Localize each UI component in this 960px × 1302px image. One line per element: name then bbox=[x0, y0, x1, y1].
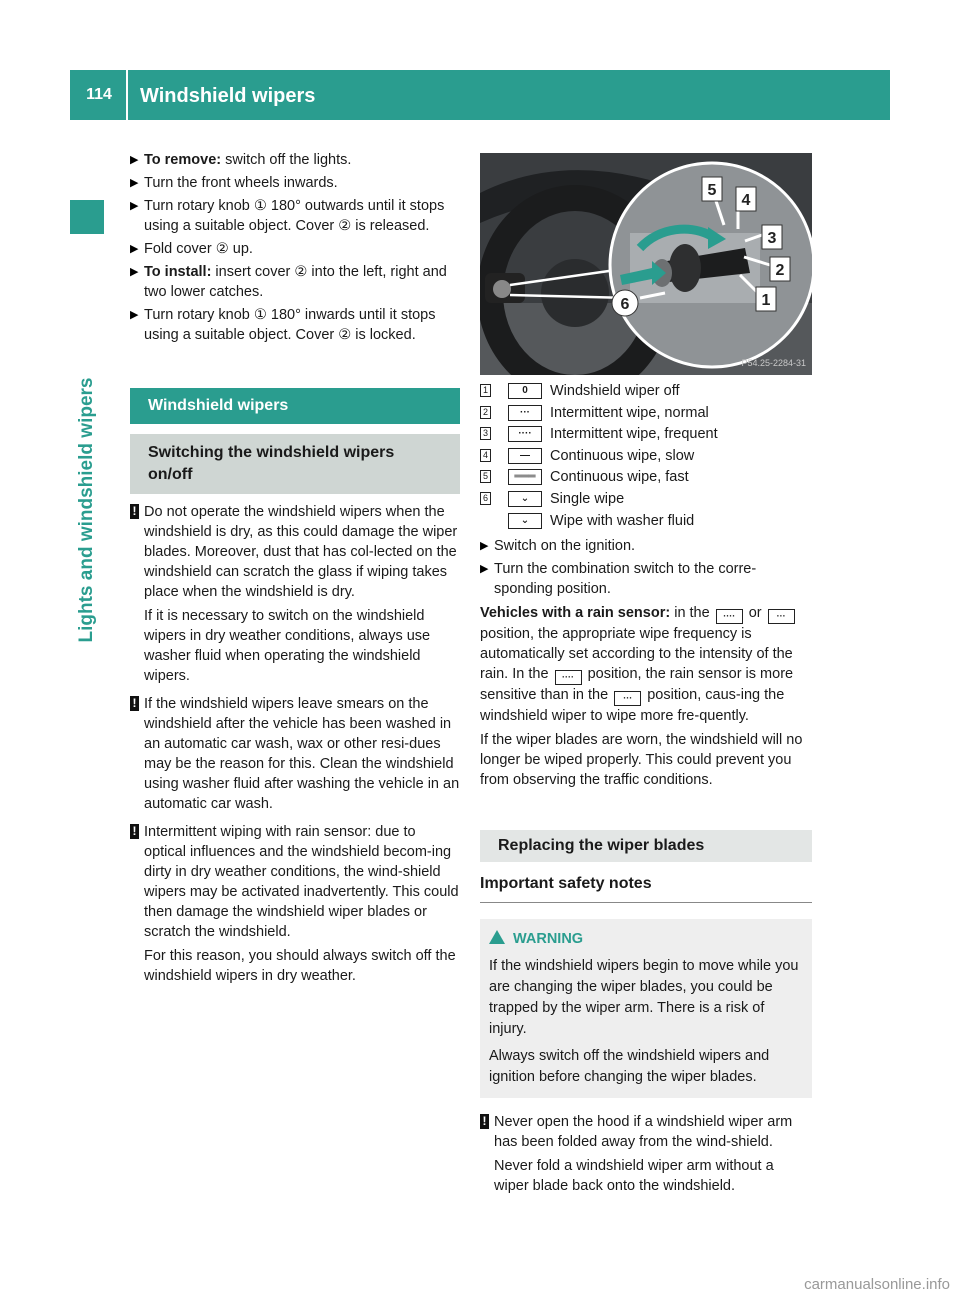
continuous-fast-icon: ═══ bbox=[508, 469, 542, 485]
legend-row bbox=[480, 467, 812, 489]
step-arrow-icon: ▶ bbox=[130, 200, 139, 212]
step-arrow-icon: ▶ bbox=[130, 154, 139, 166]
step-text: Turn rotary knob ① 180° outwards until it stops using a suitable object. Cover ② is released. bbox=[144, 198, 445, 234]
wiper-switch-illustration bbox=[480, 153, 812, 375]
warning-title bbox=[489, 929, 803, 950]
side-tab-marker bbox=[70, 200, 104, 234]
step-text: Fold cover ② up. bbox=[144, 241, 253, 257]
step-remove bbox=[130, 150, 460, 170]
note-dry-windshield bbox=[130, 502, 460, 686]
worn-blades-paragraph: If the wiper blades are worn, the windshield will no longer be wiped properly. This could prevent you from observing the traffic conditions. bbox=[480, 732, 803, 789]
legend-text: Intermittent wipe, frequent bbox=[550, 426, 718, 443]
legend-text: Windshield wiper off bbox=[550, 383, 680, 399]
step-combination-switch bbox=[480, 559, 812, 599]
step-arrow-icon: ▶ bbox=[130, 309, 139, 321]
callout-1: 1 bbox=[761, 292, 771, 309]
step-turn-knob-out bbox=[130, 196, 460, 236]
note-paragraph: Never open the hood if a windshield wiper arm has been folded away from the wind-shield. bbox=[494, 1114, 793, 1151]
step-arrow-icon: ▶ bbox=[130, 266, 139, 278]
safety-heading: Important safety notes bbox=[480, 874, 812, 903]
step-text: switch off the lights. bbox=[221, 152, 352, 168]
legend-text: Single wipe bbox=[550, 490, 625, 507]
note-paragraph: If it is necessary to switch on the windshield wipers in dry weather conditions, always use washer fluid when operating the windshield wipers. bbox=[144, 608, 431, 684]
step-text: insert cover ② into the left, right and two lower catches. bbox=[144, 264, 447, 300]
step-arrow-icon: ▶ bbox=[130, 177, 139, 189]
step-bold-label: To remove: bbox=[144, 152, 222, 168]
legend-row bbox=[480, 511, 812, 533]
step-text: Turn the front wheels inwards. bbox=[144, 175, 338, 191]
wiper-legend bbox=[480, 381, 812, 532]
exclamation-icon: ! bbox=[130, 824, 139, 839]
warning-label: WARNING bbox=[513, 931, 584, 948]
replace-section-title: Replacing the wiper blades bbox=[480, 830, 812, 862]
legend-number: 1 bbox=[480, 384, 491, 397]
intermittent-frequent-icon: ···· bbox=[716, 609, 743, 624]
photo-code: P54.25-2284-31 bbox=[741, 358, 806, 368]
text-fragment: or bbox=[744, 605, 762, 622]
page-number: 114 bbox=[86, 86, 112, 103]
page-header bbox=[70, 70, 890, 120]
warning-paragraph: Always switch off the windshield wipers and ignition before changing the wiper blades. bbox=[489, 1048, 770, 1086]
intermittent-frequent-icon: ···· bbox=[555, 670, 582, 685]
right-column bbox=[480, 153, 812, 1196]
page-title: Windshield wipers bbox=[140, 85, 316, 107]
note-smears bbox=[130, 694, 460, 814]
text-fragment: position, the rain sensor is more sensitive than in the bbox=[480, 666, 794, 704]
legend-row bbox=[480, 381, 812, 403]
legend-row bbox=[480, 489, 812, 511]
side-tab-label: Lights and windshield wipers bbox=[76, 377, 97, 643]
callout-3: 3 bbox=[767, 230, 777, 247]
warning-triangle-icon bbox=[489, 930, 505, 944]
subsection-title: Switching the windshield wipers on/off bbox=[130, 434, 460, 494]
note-paragraph: If the windshield wipers leave smears on the windshield after the vehicle has been washed in an automatic car wash, wax or other resi-dues may be the reason for this. Clean the windshield using washer fluid after washing the vehicle in an automatic car wash. bbox=[144, 696, 460, 812]
step-turn-knob-in bbox=[130, 305, 460, 345]
intermittent-normal-icon: ··· bbox=[768, 609, 795, 624]
legend-text: Continuous wipe, slow bbox=[550, 447, 695, 464]
warning-box bbox=[480, 919, 812, 1098]
legend-number: 6 bbox=[480, 492, 491, 505]
note-paragraph: For this reason, you should always switch off the windshield wipers in dry weather. bbox=[144, 948, 456, 984]
step-wheels bbox=[130, 173, 460, 193]
washer-fluid-icon: ⌄ bbox=[508, 513, 542, 529]
exclamation-icon: ! bbox=[130, 504, 139, 519]
intermittent-normal-icon: ··· bbox=[614, 691, 641, 706]
callout-2: 2 bbox=[775, 262, 785, 279]
callout-5: 5 bbox=[707, 182, 717, 199]
step-text: Turn rotary knob ① 180° inwards until it stops using a suitable object. Cover ② is locked. bbox=[144, 307, 436, 343]
text-fragment: position, caus-ing the windshield wiper to wipe more fre-quently. bbox=[480, 687, 785, 725]
step-arrow-icon: ▶ bbox=[480, 540, 489, 553]
step-ignition bbox=[480, 536, 812, 556]
legend-row bbox=[480, 424, 812, 446]
section-title: Windshield wipers bbox=[130, 388, 460, 424]
legend-number: 2 bbox=[480, 406, 491, 419]
wiper-off-icon: 0 bbox=[508, 383, 542, 399]
step-text: Turn the combination switch to the corre-sponding position. bbox=[494, 561, 757, 598]
rain-sensor-label: Vehicles with a rain sensor: bbox=[480, 605, 671, 622]
warning-paragraph: If the windshield wipers begin to move while you are changing the wiper blades, you could be trapped by the wiper arm. There is a risk of injury. bbox=[489, 958, 799, 1038]
legend-row bbox=[480, 446, 812, 468]
callout-4: 4 bbox=[741, 192, 751, 209]
step-fold-cover bbox=[130, 239, 460, 259]
legend-row bbox=[480, 403, 812, 425]
watermark: carmanualsonline.info bbox=[804, 1276, 950, 1293]
legend-text: Intermittent wipe, normal bbox=[550, 404, 709, 421]
intermittent-normal-icon: ··· bbox=[508, 405, 542, 421]
header-divider bbox=[126, 70, 128, 120]
step-text: Switch on the ignition. bbox=[494, 538, 636, 555]
left-column bbox=[130, 150, 460, 986]
note-paragraph: Do not operate the windshield wipers when the windshield is dry, as this could damage the wiper blades. Moreover, dust that has col-lected on the windshield can scratch the glass if wiping takes place when the windshield is dry. bbox=[144, 504, 458, 600]
text-fragment: position, the appropriate wipe frequency is automatically set according to the intensity of the rain. In the bbox=[480, 626, 793, 683]
side-tab bbox=[70, 250, 104, 770]
text-fragment: in the bbox=[670, 605, 714, 622]
step-bold-label: To install: bbox=[144, 264, 212, 280]
callout-6: 6 bbox=[620, 296, 630, 313]
note-paragraph: Never fold a windshield wiper arm without a wiper blade back onto the windshield. bbox=[494, 1158, 774, 1195]
rain-sensor-paragraph bbox=[480, 603, 812, 726]
step-install bbox=[130, 262, 460, 302]
note-paragraph: Intermittent wiping with rain sensor: due to optical influences and the windshield becom-ing dirty in dry weather conditions, the wind-shield wipers may be activated inadvertently. This could then damage the windshield wiper blades or scratch the windshield. bbox=[144, 824, 459, 940]
intermittent-frequent-icon: ···· bbox=[508, 426, 542, 442]
wiper-switch-photo bbox=[480, 153, 812, 375]
continuous-slow-icon: — bbox=[508, 448, 542, 464]
single-wipe-icon: ⌄ bbox=[508, 491, 542, 507]
legend-number: 5 bbox=[480, 470, 491, 483]
note-hood bbox=[480, 1112, 812, 1196]
legend-number: 4 bbox=[480, 449, 491, 462]
exclamation-icon: ! bbox=[480, 1114, 489, 1129]
legend-number: 3 bbox=[480, 427, 491, 440]
legend-text: Continuous wipe, fast bbox=[550, 469, 689, 486]
legend-text: Wipe with washer fluid bbox=[550, 512, 695, 529]
step-arrow-icon: ▶ bbox=[130, 243, 139, 255]
note-rain-sensor bbox=[130, 822, 460, 986]
step-arrow-icon: ▶ bbox=[480, 563, 489, 576]
exclamation-icon: ! bbox=[130, 696, 139, 711]
